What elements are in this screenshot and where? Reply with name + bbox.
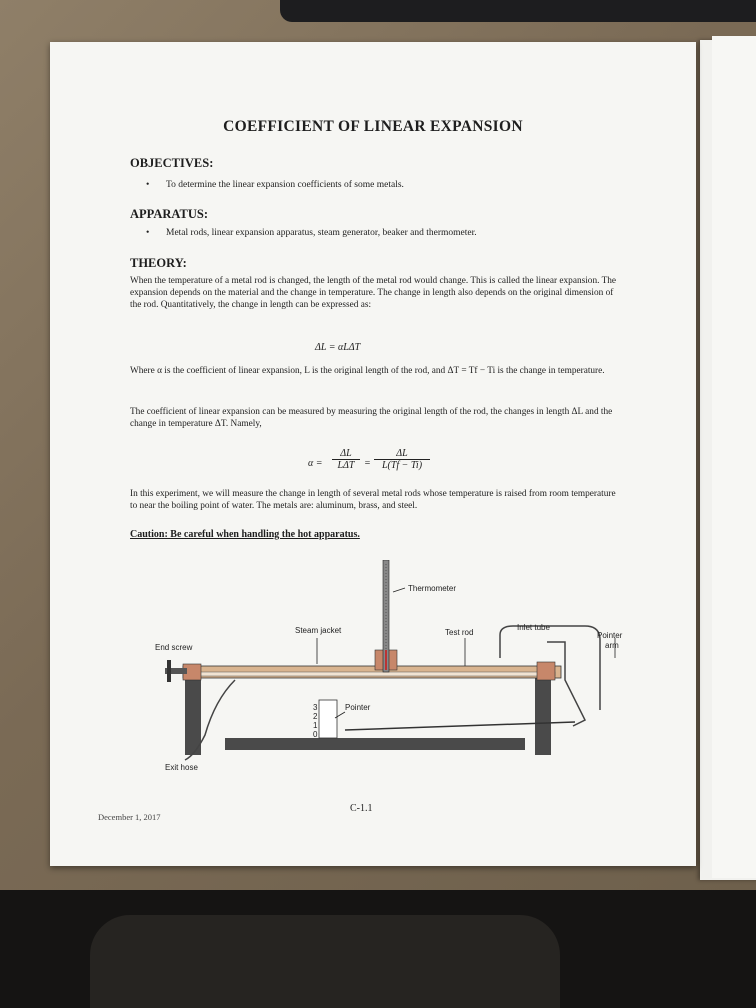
theory-heading: THEORY: — [130, 256, 187, 270]
test-rod-inner — [195, 672, 555, 676]
document-page — [50, 42, 696, 866]
dial-scale — [319, 700, 337, 738]
scale-1: 1 — [313, 721, 318, 730]
theory-paragraph-4: In this experiment, we will measure the change in length of several metal rods whose temperature is raised from room temperature to near the boiling point of water. The metals are: aluminum, brass, and steel. — [130, 489, 616, 512]
eq2-frac1-num: ΔL — [340, 448, 352, 459]
apparatus-bullet — [146, 228, 477, 238]
page-number: C-1.1 — [350, 803, 373, 814]
right-stopper — [537, 662, 555, 680]
eq2-equals: = — [364, 458, 371, 469]
objectives-bullet — [146, 180, 404, 190]
shadow-object — [90, 915, 560, 1008]
theory-paragraph-2: Where α is the coefficient of linear expansion, L is the original length of the rod, and ΔT = Tf − Ti is the change in temperature. — [130, 366, 605, 376]
apparatus-heading: APPARATUS: — [130, 207, 209, 221]
eq2-lhs: α = — [308, 458, 323, 469]
theory-paragraph-3: The coefficient of linear expansion can be measured by measuring the original length of the rod, the changes in length ΔL and the change in temperature ΔT. Namely, — [130, 407, 613, 430]
label-end-screw: End screw — [155, 643, 193, 652]
label-test-rod: Test rod — [445, 628, 474, 637]
objectives-heading: OBJECTIVES: — [130, 156, 214, 170]
bullet-icon: • — [146, 228, 150, 238]
base-bar — [225, 738, 525, 750]
label-steam-jacket: Steam jacket — [295, 626, 342, 635]
right-leg — [535, 675, 551, 755]
caution-notice: Caution: Be careful when handling the hot apparatus. — [130, 529, 360, 540]
left-leg — [185, 675, 201, 755]
scale-2: 2 — [313, 712, 318, 721]
bullet-icon: • — [146, 180, 150, 190]
label-pointer-arm-2: arm — [605, 641, 619, 650]
eq2-frac1-den: LΔT — [332, 459, 360, 471]
apparatus-diagram — [145, 560, 625, 775]
eq2-fraction-2 — [374, 448, 430, 471]
equation-1: ΔL = αLΔT — [315, 342, 361, 353]
apparatus-text: Metal rods, linear expansion apparatus, steam generator, beaker and thermometer. — [166, 228, 477, 238]
label-inlet-tube: Inlet tube — [517, 623, 550, 632]
label-exit-hose: Exit hose — [165, 763, 198, 772]
scale-0: 0 — [313, 730, 318, 739]
eq2-frac2-den: L(Tf − Ti) — [374, 459, 430, 471]
label-pointer-arm-1: Pointer — [597, 631, 623, 640]
label-pointer: Pointer — [345, 703, 371, 712]
dark-object — [280, 0, 756, 22]
objectives-text: To determine the linear expansion coefficients of some metals. — [166, 180, 404, 190]
background-paper-2 — [712, 36, 756, 878]
pointer-arm-tube — [547, 642, 585, 726]
eq2-fraction-1 — [332, 448, 360, 471]
scale-3: 3 — [313, 703, 318, 712]
end-screw-knob — [167, 660, 171, 682]
label-thermometer: Thermometer — [408, 584, 457, 593]
eq2-frac2-num: ΔL — [396, 448, 408, 459]
thermometer-arrow — [393, 588, 405, 592]
theory-paragraph-1: When the temperature of a metal rod is changed, the length of the metal rod would change. This is called the linear expansion. The expansion depends on the material and the change in temperature. The change in length also depends on the original dimension of the rod. Quantitatively, the change in length can be expressed as: — [130, 276, 617, 311]
page-title: COEFFICIENT OF LINEAR EXPANSION — [223, 118, 523, 135]
footer-date: December 1, 2017 — [98, 812, 161, 822]
